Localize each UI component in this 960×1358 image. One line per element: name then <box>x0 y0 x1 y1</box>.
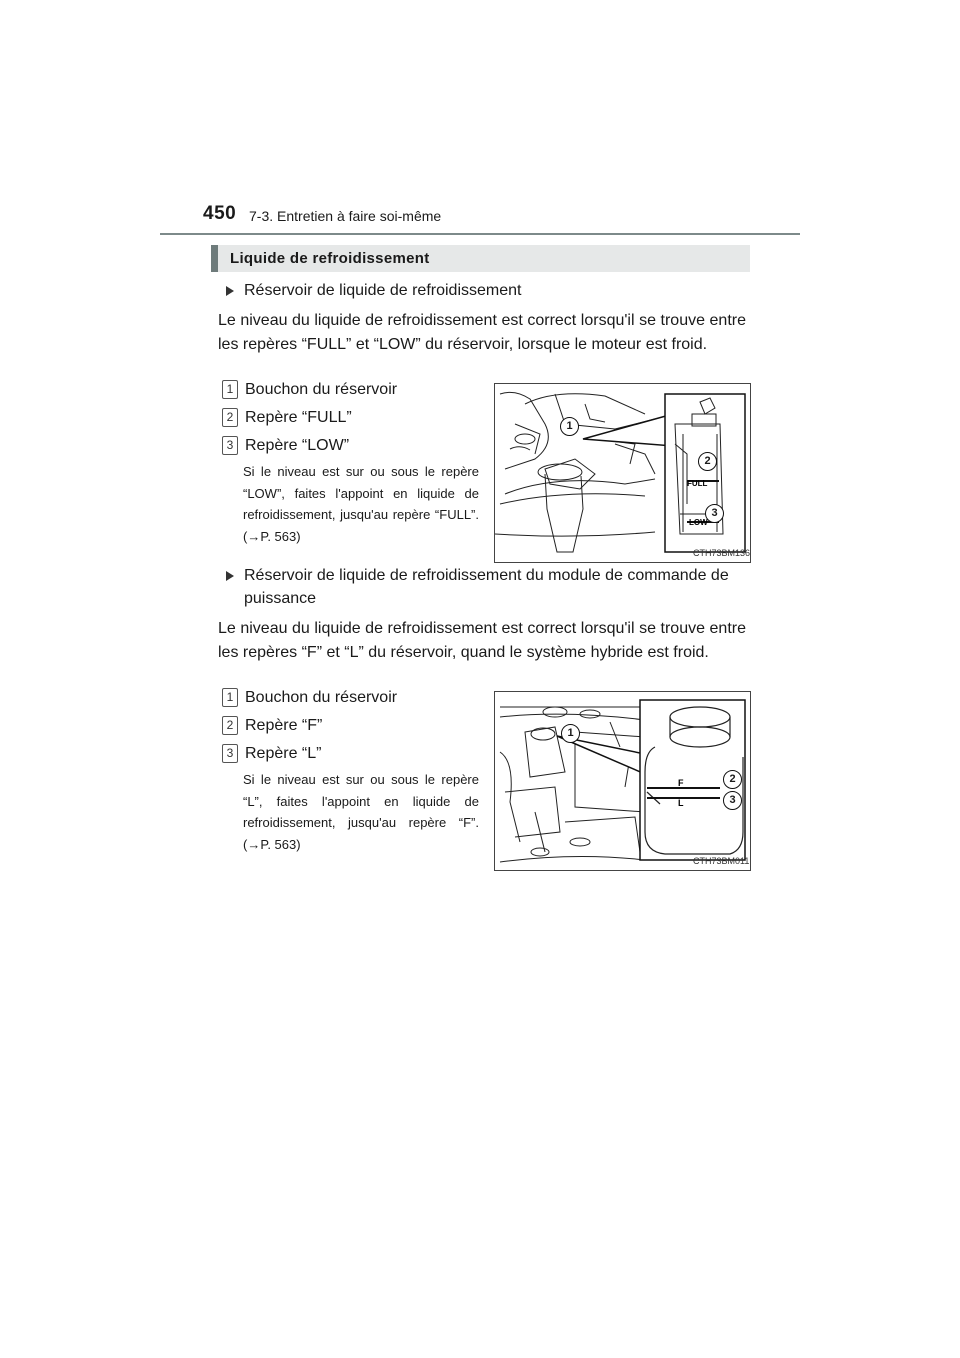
callout-3: 3 <box>723 791 742 810</box>
bullet-text: Réservoir de liquide de refroidissement du module de commande de puissance <box>244 567 729 607</box>
section-heading: Liquide de refroidissement <box>230 250 430 267</box>
bullet-engine-reservoir <box>226 279 746 302</box>
list-item <box>222 380 397 400</box>
list-item <box>222 744 321 764</box>
figure-pcu-coolant-reservoir <box>494 691 751 871</box>
list-item-label: Repère “FULL” <box>245 409 352 426</box>
page-number: 450 <box>203 203 237 224</box>
list-item-label: Repère “LOW” <box>245 437 350 454</box>
number-badge: 1 <box>222 380 238 399</box>
callout-1: 1 <box>561 724 580 743</box>
number-badge: 1 <box>222 688 238 707</box>
triangle-bullet-icon <box>226 571 234 581</box>
section-title: 7-3. Entretien à faire soi-même <box>249 208 442 224</box>
list-item-label: Bouchon du réservoir <box>245 381 398 398</box>
callout-2: 2 <box>723 770 742 789</box>
callout-3: 3 <box>705 504 724 523</box>
paragraph-engine-level: Le niveau du liquide de refroidissement est correct lorsqu'il se trouve entre les repères “FULL” et “LOW” du réservoir, lorsque le moteur est froid. <box>218 312 746 353</box>
bullet-text: Réservoir de liquide de refroidissement <box>244 282 522 299</box>
figure-code: CTH73BM136 <box>693 548 751 558</box>
note-engine: Si le niveau est sur ou sous le repère “LOW”, faites l'appoint en liquide de refroidissement, jusqu'au repère “FULL”. (→P. 563) <box>243 464 479 544</box>
f-mark-label: F <box>678 778 684 788</box>
low-mark-label: LOW <box>689 518 708 527</box>
section-heading-bar <box>211 245 750 272</box>
bullet-pcu-reservoir <box>226 564 746 610</box>
number-badge: 3 <box>222 436 238 455</box>
list-item <box>222 436 349 456</box>
list-item-label: Repère “F” <box>245 717 323 734</box>
pcu-engine-bay-illustration <box>495 692 750 870</box>
list-item <box>222 716 322 736</box>
number-badge: 2 <box>222 408 238 427</box>
engine-bay-illustration <box>495 384 750 562</box>
number-badge: 2 <box>222 716 238 735</box>
list-item-label: Repère “L” <box>245 745 322 762</box>
full-mark-label: FULL <box>687 479 708 488</box>
triangle-bullet-icon <box>226 286 234 296</box>
list-item-label: Bouchon du réservoir <box>245 689 398 706</box>
paragraph-pcu-level: Le niveau du liquide de refroidissement est correct lorsqu'il se trouve entre les repères “F” et “L” du réservoir, quand le système hybride est froid. <box>218 620 746 661</box>
header-divider <box>160 233 800 235</box>
list-item <box>222 688 397 708</box>
list-item <box>222 408 352 428</box>
figure-code: CTH73BM011 <box>693 856 750 866</box>
figure-engine-coolant-reservoir <box>494 383 751 563</box>
callout-2: 2 <box>698 452 717 471</box>
number-badge: 3 <box>222 744 238 763</box>
note-pcu: Si le niveau est sur ou sous le repère “L”, faites l'appoint en liquide de refroidissement, jusqu'au repère “F”. (→P. 563) <box>243 772 479 852</box>
l-mark-label: L <box>678 798 684 808</box>
callout-1: 1 <box>560 417 579 436</box>
